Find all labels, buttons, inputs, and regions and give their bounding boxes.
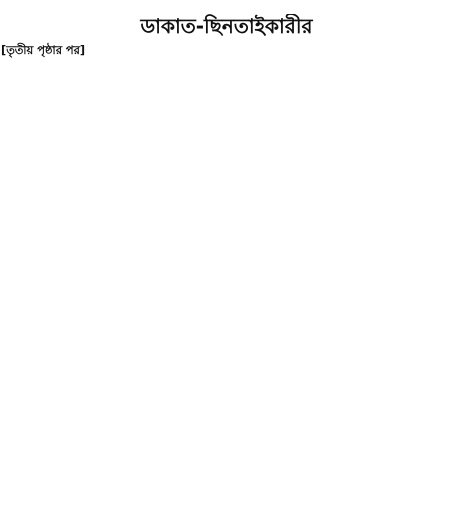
article-body [1,41,451,528]
continued-marker: [তৃতীয় পৃষ্ঠার পর] [1,43,86,57]
article-headline: ডাকাত-ছিনতাইকারীর [140,14,313,38]
